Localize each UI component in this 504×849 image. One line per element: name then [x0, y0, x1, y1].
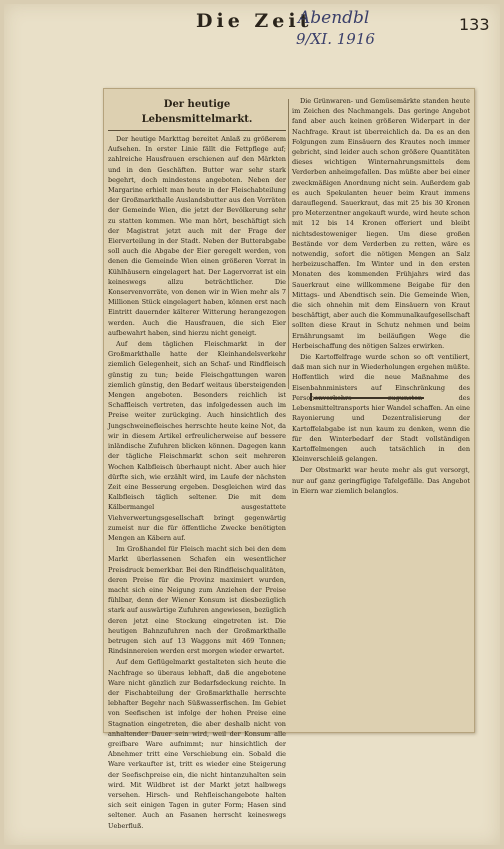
article-column-left [108, 96, 286, 830]
article-paragraph: Im Großhandel für Fleisch macht sich bei den dem Markt überlassenen Schafen ein wesentlicher Preisdruck bemerkbar. Bei den Rindfleischqualitäten, deren Preise für die Provinz maximiert wurden, macht sich eine Neigung zum Anziehen der Preise fühlbar, denn der Wiener Konsum ist diesbezüglich stark auf auswärtige Zufuhren angewiesen, bezüglich deren jetzt eine Stockung eingetreten ist. Die heutigen Bahnzufuhren nach der Großmarkthalle betrugen sich auf 13 Waggons mit 469 Tonnen; Rindsinnereien werden erst morgen wieder erwartet. [108, 545, 286, 656]
article-headline: Der heutige Lebensmittelmarkt. [108, 96, 286, 131]
article-paragraph: Auf dem Geflügelmarkt gestalteten sich heute die Nachfrage so überaus lebhaft, daß die angebotene Ware nicht gänzlich zur Bedarfsdeckung reichte. In der Fischabteilung der Großmarkthalle herrschte lebhafter Begehr nach Süßwasserfischen. Im Gebiet von Seefischen ist infolge der hohen Preise eine Stagnation eingetreten, die aber deshalb nicht von anhaltender Dauer sein wird, weil der Konsum alle greifbare Ware aufnimmt; nur hinsichtlich der Abnehmer tritt eine Verschiebung ein. Sobald die Ware verkaufter ist, tritt es wieder eine Steigerung der Seefischpreise ein, die nicht hintanzuhalten sein wird. Mit Wildbret ist der Markt jetzt halbwegs versehen. Hirsch- und Rehfleischangebote halten sich seit einigen Tagen in guter Form; Hasen sind seltener. Auch an Fasanen herrscht keineswegs Ueberfluß. [108, 658, 286, 830]
article-paragraph: Die Grünwaren- und Gemüsemärkte standen heute im Zeichen des Nachmangels. Das geringe Angebot fand aber auch keinen größeren Widerpart in der Nachfrage. Kraut ist überreichlich da. Da es an den Folgungen zum Einsäuern des Krautes noch immer gebricht, sind leider auch schon größere Quantitäten dieses wichtigen Winternahrungsmittels dem Verderben anheimgefallen. Das müßte aber bei einer zweckmäßigen Anordnung nicht sein. Außerdem gab es auch Spekulanten heuer beim Kraut immens darauflegend. Sauerkraut, das mit 25 bis 30 Kronen pro Meterzentner angekauft wurde, wird heute schon mit 12 bis 14 Kronen offeriert und bleibt nichtsdestoweniger liegen. Um diese großen Bestände vor dem Verderben zu retten, wäre es notwendig, sofort die nötigen Mengen an Salz herbeizuschaffen. Im Winter und in den ersten Monaten des kommenden Frühjahrs wird das Sauerkraut eine willkommene Beigabe für den Mittags- und Abendtisch sein. Die Gemeinde Wien, die sich ohnehin mit dem Einsäuern von Kraut beschäftigt, aber auch die Kommunalkaufgesellschaft sollten diese Kraut in Schutz nehmen und beim Ernährungsamt im beiläufigen Wege die Herbeischaffung des nötigen Salzes erwirken. [292, 97, 470, 350]
article-end-mark [314, 397, 424, 399]
article-paragraph: Auf dem täglichen Fleischmarkt in der Großmarkthalle hatte der Kleinhandelsverkehr ziemlich Gelegenheit, sich an Schaf- und Rindfleisch günstig zu tun; beide Fleischgattungen waren ziemlich günstig, den Bedarf weitaus übersteigenden Mengen angeboten. Besonders reichlich ist Schaffleisch vertreten, das infolgedessen auch im Preise weiter zurückging. Auch hinsichtlich des Jungschweinefleisches herrschte heute keine Not, da wir in diesem Artikel erfreulicherweise auf bessere inländische Zufuhren blicken können. Dagegen kann der tägliche Fleischmarkt schon seit mehreren Wochen Kalbfleisch überhaupt nicht. Aber auch hier dürfte sich, wie erzählt wird, im Laufe der nächsten Zeit eine Besserung ergeben. Desgleichen wird das Kalbfleisch täglich seltener. Die mit dem Kälbermangel ausgestattete Viehverwertungsgesellschaft bringt gegenwärtig zumeist nur die für öffentliche Zwecke benötigten Mengen an Käbern auf. [108, 340, 286, 542]
newspaper-clipping [103, 88, 475, 830]
newspaper-masthead: Die Zeit [196, 10, 313, 32]
article-paragraph: Die Kartoffelfrage wurde schon so oft ventiliert, daß man sich nur in Wiederholungen ergehen müßte. Hoffentlich wird die neue Maßnahme des Eisenbahnministers auf Einschränkung des Personenverkehrs zugunsten des Lebensmitteltransports hier Wandel schaffen. An eine Rayonierung und Dezentralisierung der Kartoffelabgabe ist nun kaum zu denken, wenn die für den Winterbedarf der Stadt vollständigen Kartoffelmengen auch tatsächlich in den Kleinverschleiß gelangen. [292, 353, 470, 464]
handwritten-date: 9/XI. 1916 [296, 30, 375, 48]
column-divider [288, 99, 289, 389]
handwritten-edition-note: Abendbl [298, 8, 370, 28]
article-column-right [292, 96, 470, 495]
article-paragraph: Der heutige Markttag bereitet Anlaß zu größerem Aufsehen. In erster Linie fällt die Fettpflege auf; zahlreiche Hausfrauen erschienen auf den Märkten und in den Geschäften. Butter war sehr stark begehrt, doch mindestens angeboten. Neben der Margarine erhielt man heute in der Fleischabteilung der Großmarkthalle Auslandsbutter aus den Vorräten der Gemeinde Wien, die jetzt der Bevölkerung sehr zu statten kommen. Wie man hört, beschäftigt sich der Magistrat jetzt auch mit der Frage der Eierverteilung in der Stadt. Neben der Butterabgabe soll auch die Abgabe der Eier geregelt werden, von denen die Gemeinde Wien einen größeren Vorrat in Kühlhäusern eingelagert hat. Der Lagervorrat ist ein keineswegs allzu beträchtlicher. Die Konservenvorräte, von denen wir in Wien mehr als 7 Millionen Stück eingelagert haben, können erst nach Eintritt dauernder kälterer Witterung herangezogen werden. Auch die Hausfrauen, die sich Eier aufbewahrt haben, sind hierzu nicht geneigt. [108, 135, 286, 337]
page-number: 133 [459, 15, 490, 34]
article-paragraph: Der Obstmarkt war heute mehr als gut versorgt, nur auf ganz geringfügige Tafelgefälle. Das Angebot in Eiern war ziemlich belanglos. [292, 466, 470, 495]
